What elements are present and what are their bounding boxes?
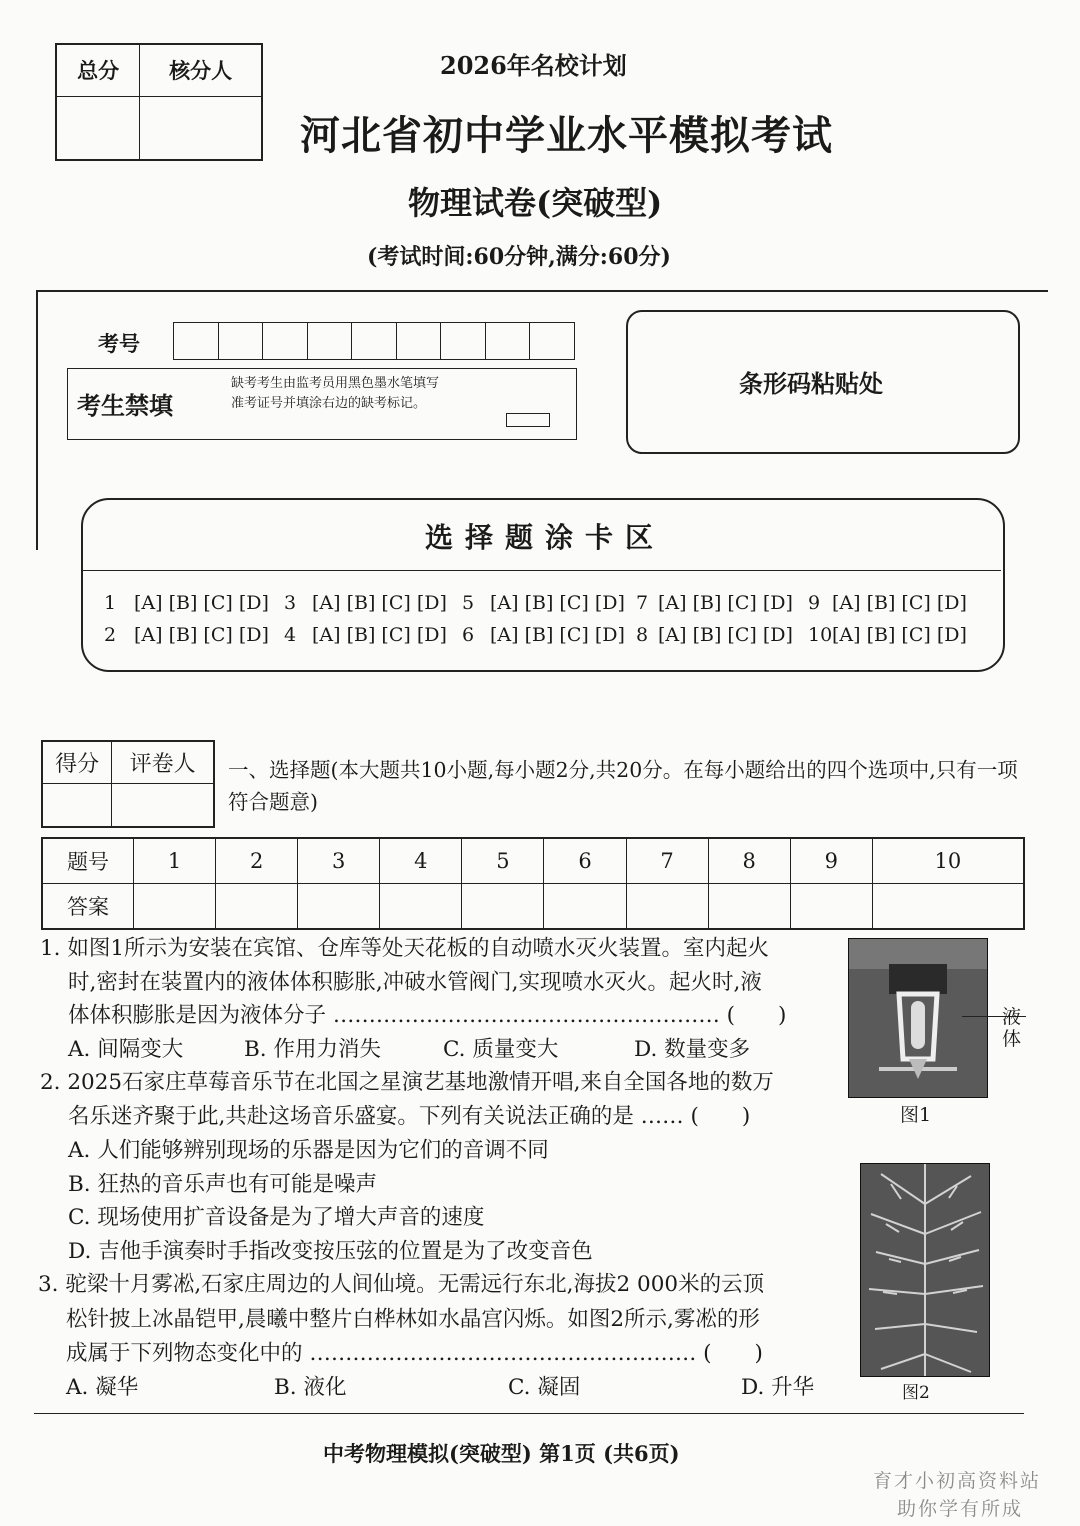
absence-mark-box[interactable] [506,413,550,427]
section-score-cell[interactable] [42,783,112,827]
answer-table-number: 8 [708,838,790,884]
figure-1-sprinkler-photo [848,938,988,1098]
figure-1-liquid-label: 液体 [1002,1006,1022,1050]
q3-option-b[interactable]: B. 液化 [274,1375,347,1400]
answer-card-divider [81,570,1001,571]
question-2-line: 名乐迷齐聚于此,共赴这场音乐盛宴。下列有关说法正确的是 …… ( ) [68,1104,751,1129]
answer-table-number-label: 题号 [42,838,134,884]
exam-number-digit[interactable] [441,323,486,359]
question-1-line: 时,密封在装置内的液体体积膨胀,冲破水管阀门,实现喷水灭火。起火时,液 [68,970,762,995]
answer-table-number: 7 [626,838,708,884]
answer-card-qnum: 3 [284,592,297,614]
answer-bubbles[interactable]: [A] [B] [C] [D] [134,624,269,646]
barcode-label: 条形码粘贴处 [739,369,883,398]
answer-card-qnum: 9 [808,592,821,614]
answer-cell[interactable] [216,884,298,930]
q3-option-c[interactable]: C. 凝固 [508,1375,581,1400]
ban-fill-title: 考生禁填 [77,391,173,420]
exam-number-digit[interactable] [397,323,442,359]
q3-option-a[interactable]: A. 凝华 [66,1375,139,1400]
score-box [55,43,263,161]
total-score-cell[interactable] [56,96,140,160]
answer-card-qnum: 8 [636,624,649,646]
section-title: 一、选择题(本大题共10小题,每小题2分,共20分。在每小题给出的四个选项中,只有一项符合题意) [228,758,1018,814]
answer-bubbles[interactable]: [A] [B] [C] [D] [832,592,967,614]
answer-card-qnum: 2 [104,624,117,646]
answer-table-number: 10 [872,838,1024,884]
answer-bubbles[interactable]: [A] [B] [C] [D] [490,592,625,614]
paper-subtitle: 物理试卷(突破型) [408,184,663,222]
answer-card-row[interactable] [104,624,982,646]
exam-info: (考试时间:60分钟,满分:60分) [367,244,671,270]
exam-number-digit[interactable] [530,323,574,359]
checker-label: 核分人 [140,44,262,96]
answer-table [41,837,1025,930]
ban-fill-instructions: 缺考考生由监考员用黑色墨水笔填写准考证号并填涂右边的缺考标记。 [231,376,440,411]
answer-card-qnum: 10 [808,624,833,646]
answer-table-number: 2 [216,838,298,884]
answer-table-number: 6 [544,838,626,884]
question-3-line: 3. 驼梁十月雾凇,石家庄周边的人间仙境。无需远行东北,海拔2 000米的云顶 [38,1272,765,1297]
year-line: 2026年名校计划 [440,51,627,80]
answer-bubbles[interactable]: [A] [B] [C] [D] [658,592,793,614]
answer-table-number: 5 [462,838,544,884]
watermark-line-1: 育才小初高资料站 [873,1470,1042,1492]
answer-table-number: 3 [298,838,380,884]
q1-option-d[interactable]: D. 数量变多 [634,1037,751,1062]
question-3-line: 成属于下列物态变化中的 ……………………………………………… ( ) [66,1341,763,1366]
answer-card-qnum: 5 [462,592,475,614]
answer-card-row[interactable] [104,592,982,614]
figure-1-caption: 图1 [900,1104,932,1126]
answer-cell[interactable] [708,884,790,930]
answer-card-title: 选择题涂卡区 [425,521,666,554]
answer-cell[interactable] [790,884,872,930]
exam-number-boxes[interactable] [173,322,575,360]
answer-card-qnum: 6 [462,624,475,646]
q3-option-d[interactable]: D. 升华 [741,1375,815,1400]
figure-2-rime-photo [860,1163,990,1377]
question-1-line: 体体积膨胀是因为液体分子 ……………………………………………… ( ) [68,1003,787,1028]
answer-cell[interactable] [380,884,462,930]
answer-cell[interactable] [462,884,544,930]
answer-cell[interactable] [872,884,1024,930]
q2-option-a[interactable]: A. 人们能够辨别现场的乐器是因为它们的音调不同 [68,1138,549,1163]
exam-number-digit[interactable] [352,323,397,359]
grader-label: 评卷人 [112,741,214,783]
q1-option-a[interactable]: A. 间隔变大 [68,1037,184,1062]
grader-cell[interactable] [112,783,214,827]
answer-cell[interactable] [134,884,216,930]
exam-number-label: 考号 [98,331,140,356]
answer-card-qnum: 4 [284,624,297,646]
figure-2-caption: 图2 [902,1383,930,1403]
answer-table-answer-label: 答案 [42,884,134,930]
answer-bubbles[interactable]: [A] [B] [C] [D] [134,592,269,614]
answer-table-number: 9 [790,838,872,884]
page-title: 河北省初中学业水平模拟考试 [300,112,833,159]
answer-card-qnum: 1 [104,592,117,614]
answer-bubbles[interactable]: [A] [B] [C] [D] [490,624,625,646]
question-3-line: 松针披上冰晶铠甲,晨曦中整片白桦林如水晶宫闪烁。如图2所示,雾凇的形 [66,1307,760,1332]
exam-number-digit[interactable] [219,323,264,359]
section-score-box [41,740,215,828]
answer-cell[interactable] [626,884,708,930]
question-1-line: 1. 如图1所示为安装在宾馆、仓库等处天花板的自动喷水灭火装置。室内起火 [40,936,770,961]
exam-number-digit[interactable] [486,323,531,359]
section-score-label: 得分 [42,741,112,783]
answer-bubbles[interactable]: [A] [B] [C] [D] [312,624,447,646]
answer-bubbles[interactable]: [A] [B] [C] [D] [832,624,967,646]
exam-number-digit[interactable] [174,323,219,359]
q2-option-d[interactable]: D. 吉他手演奏时手指改变按压弦的位置是为了改变音色 [68,1239,593,1264]
total-score-label: 总分 [56,44,140,96]
q2-option-c[interactable]: C. 现场使用扩音设备是为了增大声音的速度 [68,1205,485,1230]
watermark-line-2: 助你学有所成 [897,1498,1024,1520]
answer-cell[interactable] [298,884,380,930]
q1-option-c[interactable]: C. 质量变大 [443,1037,559,1062]
footer-divider [34,1413,1024,1414]
page-footer: 中考物理模拟(突破型) 第1页 (共6页) [323,1441,680,1466]
answer-bubbles[interactable]: [A] [B] [C] [D] [312,592,447,614]
answer-bubbles[interactable]: [A] [B] [C] [D] [658,624,793,646]
q1-option-b[interactable]: B. 作用力消失 [244,1037,381,1062]
checker-cell[interactable] [140,96,262,160]
answer-card-qnum: 7 [636,592,649,614]
answer-table-number: 4 [380,838,462,884]
exam-number-digit[interactable] [263,323,308,359]
exam-number-digit[interactable] [308,323,353,359]
q2-option-b[interactable]: B. 狂热的音乐声也有可能是噪声 [68,1172,377,1197]
answer-table-number: 1 [134,838,216,884]
question-2-line: 2. 2025石家庄草莓音乐节在北国之星演艺基地激情开唱,来自全国各地的数万 [40,1070,774,1095]
answer-cell[interactable] [544,884,626,930]
